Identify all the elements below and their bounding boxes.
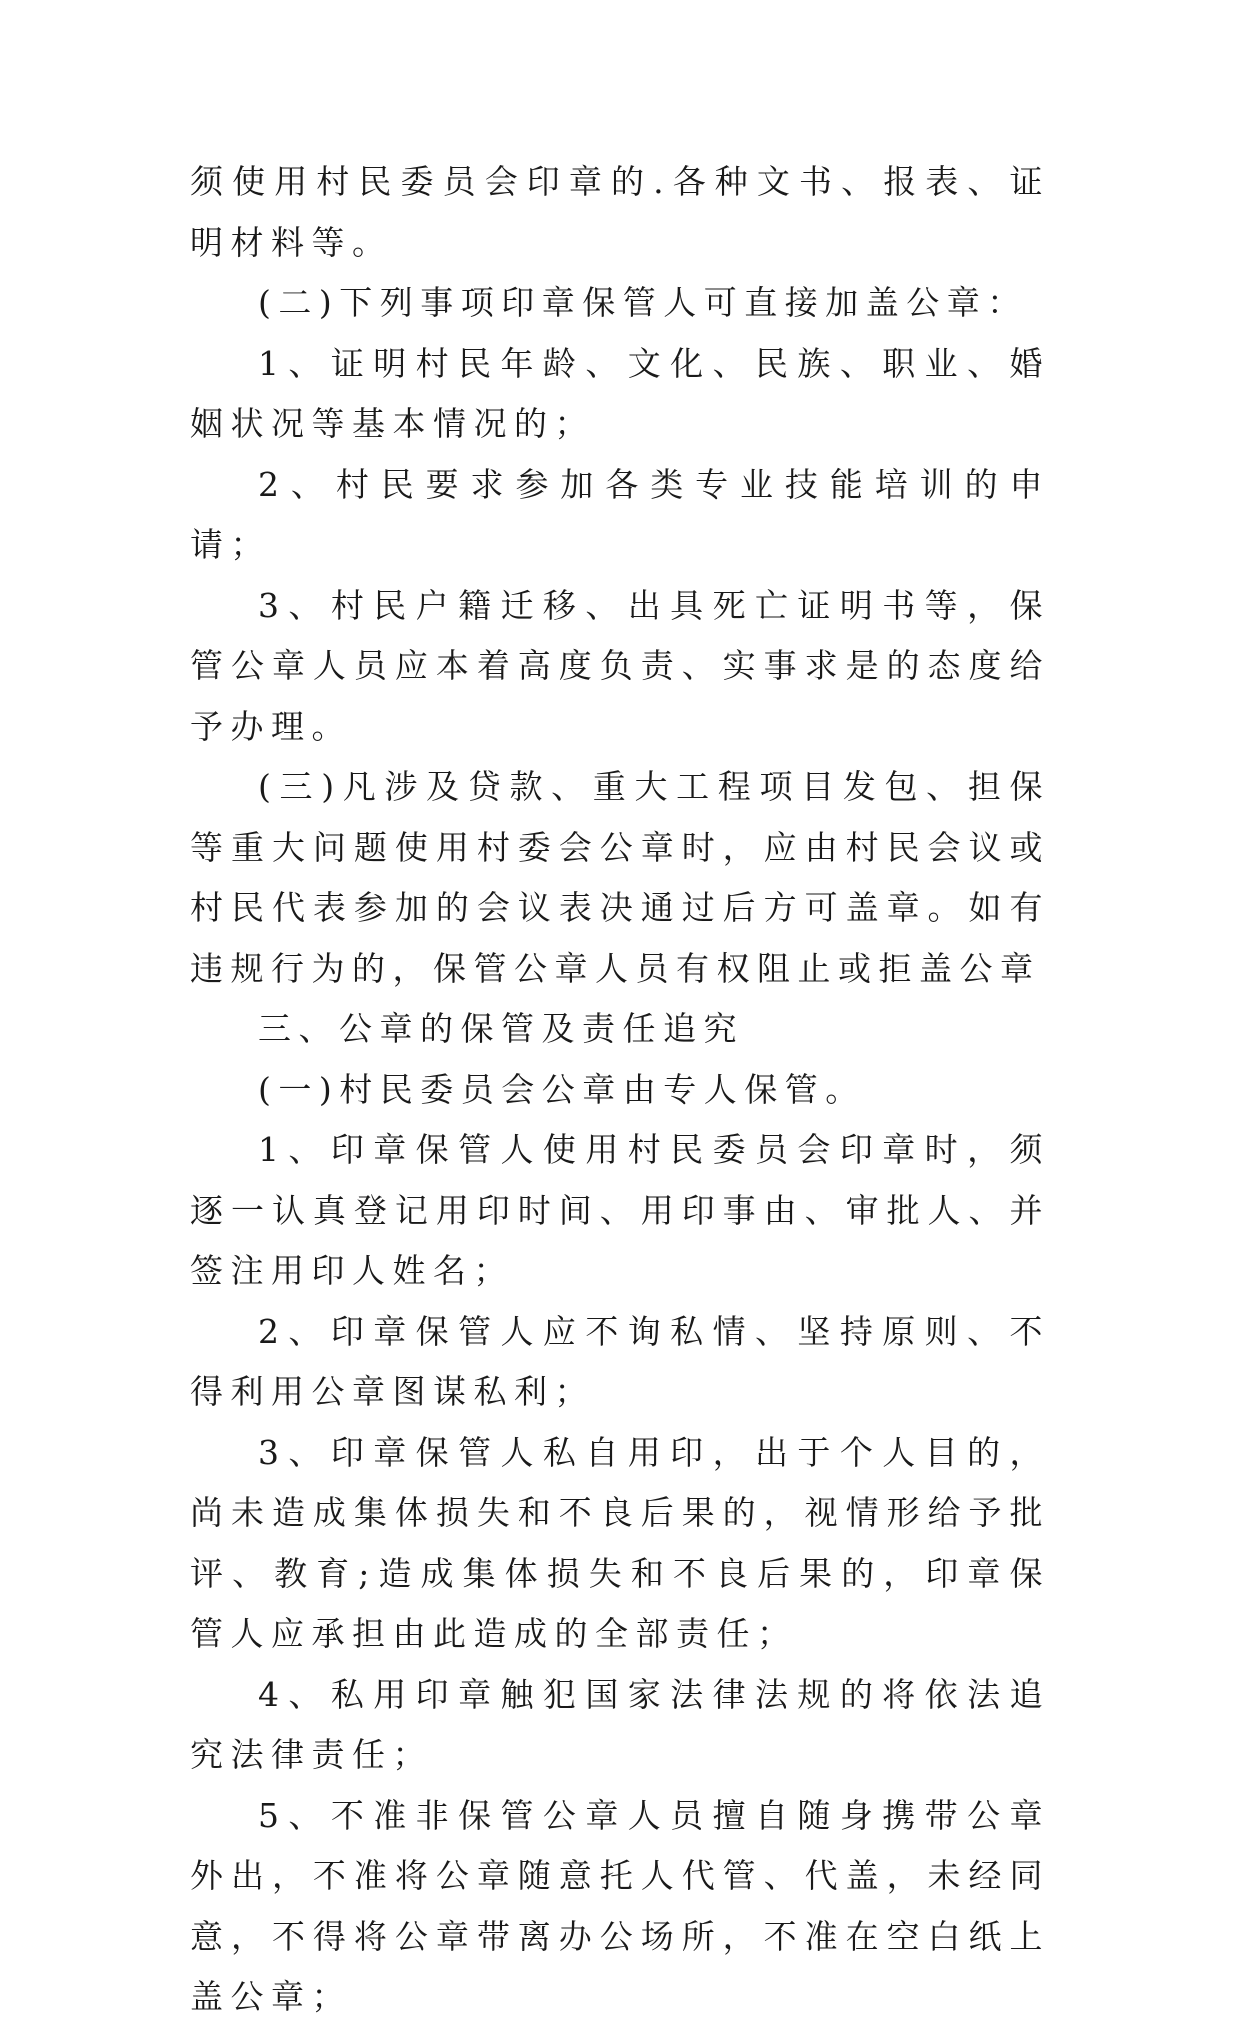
paragraph: (三)凡涉及贷款、重大工程项目发包、担保等重大问题使用村委会公章时，应由村民会议或村民代表参加的会议表决通过后方可盖章。如有违规行为的，保管公章人员有权阻止或拒盖公章: [190, 767, 1050, 988]
section-heading: 三、公章的保管及责任追究: [258, 1009, 744, 1048]
paragraph: 3、印章保管人私自用印，出于个人目的，尚未造成集体损失和不良后果的，视情形给予批评、教育;造成集体损失和不良后果的，印章保管人应承担由此造成的全部责任；: [190, 1432, 1050, 1653]
paragraph: 2、印章保管人应不询私情、坚持原则、不得利用公章图谋私利；: [190, 1311, 1050, 1411]
paragraph: (一)村民委员会公章由专人保管。: [258, 1069, 866, 1109]
paragraph: 2、村民要求参加各类专业技能培训的申请；: [190, 464, 1050, 564]
paragraph: 须使用村民委员会印章的.各种文书、报表、证明材料等。: [190, 162, 1050, 262]
paragraph: 5、不准非保管公章人员擅自随身携带公章外出，不准将公章随意托人代管、代盖，未经同意，不得将公章带离办公场所，不准在空白纸上盖公章；: [190, 1795, 1050, 2016]
document-body: [190, 152, 1050, 2028]
paragraph: 4、私用印章触犯国家法律法规的将依法追究法律责任；: [190, 1674, 1050, 1774]
paragraph: 3、村民户籍迁移、出具死亡证明书等，保管公章人员应本着高度负责、实事求是的态度给予办理。: [190, 585, 1050, 746]
paragraph: (二)下列事项印章保管人可直接加盖公章：: [258, 283, 1028, 322]
paragraph: 1、印章保管人使用村民委员会印章时，须逐一认真登记用印时间、用印事由、审批人、并签注用印人姓名；: [190, 1130, 1050, 1290]
paragraph: 1、证明村民年龄、文化、民族、职业、婚姻状况等基本情况的；: [190, 343, 1050, 443]
